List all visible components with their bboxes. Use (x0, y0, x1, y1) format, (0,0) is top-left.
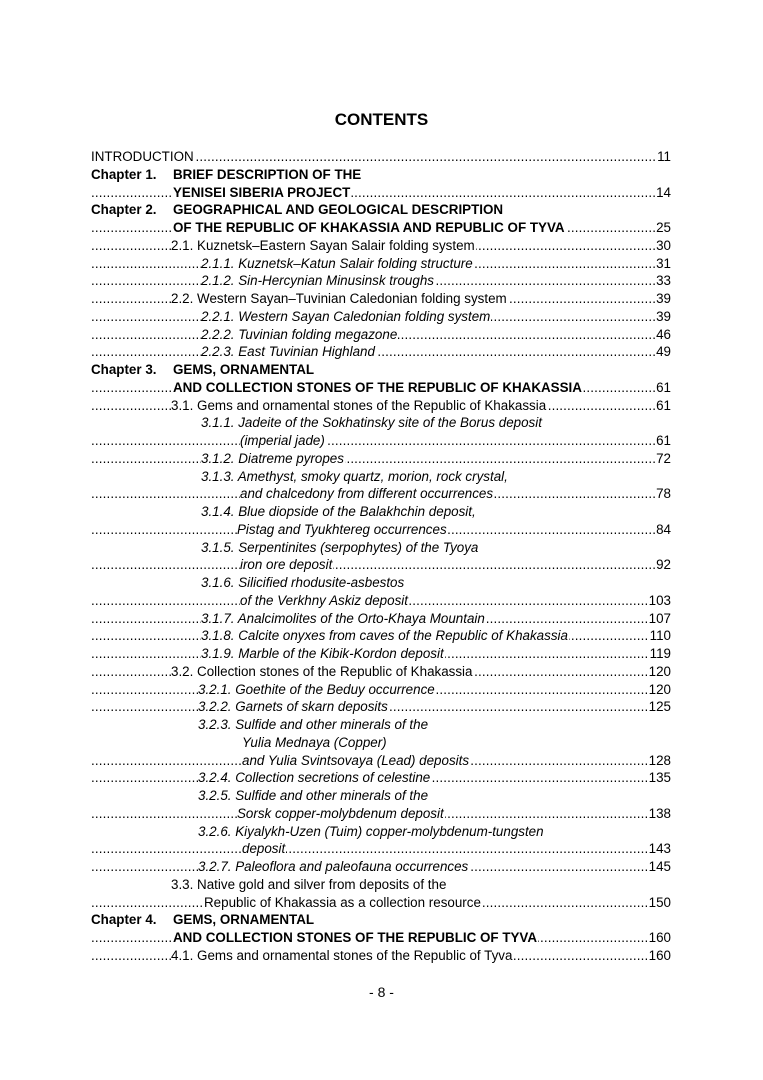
entry-text: ..... 2.2. Western Sayan–Tuvinian Caledonian folding system (171, 291, 507, 306)
toc-entry-subsection-3-1-3[interactable] (91, 468, 671, 486)
page-number: 135 (648, 770, 671, 786)
toc-entry-chapter-4[interactable] (91, 911, 671, 929)
entry-text: ..... Pistag and Tyukhtereg occurrences (237, 521, 447, 537)
page-number: 33 (656, 273, 671, 289)
page-number: 143 (648, 841, 671, 857)
toc-entry-section-3-3[interactable] (91, 876, 671, 894)
page-number: 128 (648, 752, 671, 768)
entry-text: 3.2.3. Sulfide and other minerals of the (198, 717, 429, 732)
toc-entry-section-4-1[interactable] (91, 947, 671, 965)
page-number: 145 (648, 859, 671, 874)
entry-text: ..... 3.2.1. Goethite of the Beduy occurrence (198, 681, 435, 697)
entry-text: ..... 2.2.2. Tuvinian folding megazone (201, 326, 398, 342)
page-number: 30 (656, 237, 671, 253)
entry-text: ..... of the Verkhny Askiz deposit (240, 592, 408, 608)
page-number: 78 (656, 486, 671, 502)
entry-text: 3.3. Native gold and silver from deposits of the (171, 876, 447, 892)
page-number: 39 (656, 291, 671, 306)
toc-entry-section-2-1[interactable] (91, 237, 671, 255)
entry-text: ..... Sorsk copper-molybdenum deposit (237, 805, 444, 821)
page-number: 120 (648, 681, 671, 697)
page-number: 49 (656, 344, 671, 360)
entry-text: ..... and Yulia Svintsovaya (Lead) deposits (242, 752, 470, 768)
toc-entry-chapter-3-cont[interactable] (91, 379, 671, 397)
toc-entry-chapter-4-cont[interactable] (91, 929, 671, 947)
toc-entry-subsection-3-2-6-cont[interactable] (91, 840, 671, 858)
toc-entry-subsection-3-1-7[interactable] (91, 610, 671, 628)
entry-text: ..... INTRODUCTION (91, 149, 194, 164)
page-number: 92 (656, 557, 671, 573)
toc-entry-introduction[interactable] (91, 148, 671, 166)
entry-text: ..... 3.2.7. Paleoflora and paleofauna occurrences (198, 859, 469, 874)
page-number: 160 (648, 930, 671, 945)
page-number: 120 (648, 663, 671, 679)
entry-text: 3.2.6. Kiyalykh-Uzen (Tuim) copper-molybdenum-tungsten (198, 823, 544, 839)
entry-text: 3.1.1. Jadeite of the Sokhatinsky site of the Borus deposit (201, 415, 542, 431)
entry-text: ..... deposit (242, 841, 286, 857)
toc-entry-subsection-2-2-1[interactable] (91, 308, 671, 326)
toc-entry-chapter-1-cont[interactable] (91, 184, 671, 202)
entry-text: ..... AND COLLECTION STONES OF THE REPUBLIC OF TYVA (173, 930, 538, 945)
entry-text: 3.2.5. Sulfide and other minerals of the (198, 788, 429, 803)
entry-text: GEOGRAPHICAL AND GEOLOGICAL DESCRIPTION (173, 202, 504, 218)
entry-text: ..... 3.1. Gems and ornamental stones of the Republic of Khakassia (171, 397, 547, 413)
entry-text: ..... 4.1. Gems and ornamental stones of the Republic of Tyva (171, 947, 513, 963)
entry-text: ..... and chalcedony from different occurrences (240, 486, 494, 502)
entry-text: ..... AND COLLECTION STONES OF THE REPUBLIC OF KHAKASSIA (173, 379, 582, 395)
page-footer-number: - 8 - (369, 984, 394, 1000)
entry-text: 3.1.6. Silicified rhodusite-asbestos (201, 575, 405, 590)
toc-entry-subsection-3-2-7[interactable] (91, 858, 671, 876)
toc-entry-subsection-2-1-2[interactable] (91, 272, 671, 290)
toc-entry-subsection-3-2-4[interactable] (91, 769, 671, 787)
page-number: 14 (656, 184, 671, 200)
chapter-label: Chapter 4. (91, 912, 157, 928)
toc-entry-subsection-2-1-1[interactable] (91, 255, 671, 273)
toc-entry-subsection-3-1-6-cont[interactable] (91, 592, 671, 610)
page-number: 25 (656, 220, 671, 235)
entry-text: ..... 2.1.2. Sin-Hercynian Minusinsk troughs (201, 273, 434, 289)
entry-text: ..... OF THE REPUBLIC OF KHAKASSIA AND REPUBLIC OF TYVA (173, 220, 565, 235)
chapter-label: Chapter 2. (91, 202, 157, 218)
page-number: 138 (648, 805, 671, 821)
toc-entry-subsection-3-2-5-cont[interactable] (91, 805, 671, 823)
toc-entry-subsection-3-2-5[interactable] (91, 787, 671, 805)
toc-entry-subsection-3-1-1[interactable] (91, 414, 671, 432)
toc-entry-chapter-2[interactable] (91, 201, 671, 219)
entry-text: ..... 3.1.7. Analcimolites of the Orto-Khaya Mountain (201, 610, 485, 626)
contents-title: CONTENTS (334, 110, 429, 129)
page-number: 61 (656, 397, 671, 413)
toc-entry-subsection-2-2-3[interactable] (91, 343, 671, 361)
entry-text: ..... 3.1.9. Marble of the Kibik-Kordon deposit (201, 646, 444, 661)
chapter-label: Chapter 1. (91, 166, 157, 182)
page-number: 110 (649, 628, 671, 644)
page-number: 150 (648, 894, 671, 910)
toc-entry-subsection-3-1-4[interactable] (91, 503, 671, 521)
table-of-contents (91, 148, 671, 965)
entry-text: ..... 3.1.2. Diatreme pyropes (201, 450, 344, 466)
page-number: 31 (656, 255, 671, 271)
toc-entry-subsection-2-2-2[interactable] (91, 326, 671, 344)
toc-entry-subsection-3-1-4-cont[interactable] (91, 521, 671, 539)
entry-text: 3.1.3. Amethyst, smoky quartz, morion, rock crystal, (201, 468, 508, 484)
page-number: 72 (656, 450, 671, 466)
toc-entry-subsection-3-1-9[interactable] (91, 645, 671, 663)
entry-text: ..... 3.2. Collection stones of the Republic of Khakassia (171, 663, 473, 679)
toc-entry-subsection-3-1-6[interactable] (91, 574, 671, 592)
toc-entry-subsection-3-2-2[interactable] (91, 698, 671, 716)
entry-text: BRIEF DESCRIPTION OF THE (173, 166, 362, 182)
toc-entry-subsection-3-2-3[interactable] (91, 716, 671, 734)
page-number: 46 (656, 326, 671, 342)
toc-entry-section-3-1[interactable] (91, 397, 671, 415)
entry-text: 3.1.5. Serpentinites (serpophytes) of the Tyoya (201, 539, 479, 555)
entry-text: ..... 3.2.4. Collection secretions of celestine (198, 770, 431, 786)
toc-entry-subsection-3-2-3-cont2[interactable] (91, 752, 671, 770)
toc-entry-section-3-3-cont[interactable] (91, 894, 671, 912)
entry-text: ..... 2.2.3. East Tuvinian Highland (201, 344, 375, 360)
toc-entry-subsection-3-1-1-cont[interactable] (91, 432, 671, 450)
toc-entry-section-2-2[interactable] (91, 290, 671, 308)
page-number: 160 (648, 947, 671, 963)
toc-entry-chapter-3[interactable] (91, 361, 671, 379)
page-number: 107 (648, 610, 671, 626)
entry-text: ..... 2.2.1. Western Sayan Caledonian folding system (201, 308, 491, 324)
toc-entry-subsection-3-2-6[interactable] (91, 823, 671, 841)
entry-text: GEMS, ORNAMENTAL (173, 362, 315, 377)
chapter-label: Chapter 3. (91, 362, 157, 377)
toc-entry-subsection-3-2-1[interactable] (91, 681, 671, 699)
toc-entry-subsection-3-1-2[interactable] (91, 450, 671, 468)
toc-entry-chapter-1[interactable] (91, 166, 671, 184)
entry-text: GEMS, ORNAMENTAL (173, 912, 315, 928)
page-number: 125 (648, 699, 671, 715)
entry-text: ..... 2.1. Kuznetsk–Eastern Sayan Salair folding system (171, 237, 475, 253)
toc-entry-chapter-2-cont[interactable] (91, 219, 671, 237)
page-number: 84 (656, 521, 671, 537)
toc-entry-section-3-2[interactable] (91, 663, 671, 681)
toc-entry-subsection-3-1-3-cont[interactable] (91, 485, 671, 503)
page-number: 61 (656, 433, 671, 448)
entry-text: 3.1.4. Blue diopside of the Balakhchin deposit, (201, 504, 476, 519)
entry-text: ..... 3.2.2. Garnets of skarn deposits (198, 699, 388, 715)
entry-text: ..... iron ore deposit (240, 557, 333, 573)
page-number: 61 (656, 379, 671, 395)
toc-entry-subsection-3-1-8[interactable] (91, 627, 671, 645)
page-number: 11 (657, 149, 671, 164)
page-number: 103 (648, 592, 671, 608)
entry-text: ..... YENISEI SIBERIA PROJECT (173, 184, 351, 200)
entry-text: ..... 3.1.8. Calcite onyxes from caves of the Republic of Khakassia (201, 628, 568, 644)
toc-entry-subsection-3-1-5[interactable] (91, 539, 671, 557)
entry-text: Yulia Mednaya (Copper) (242, 734, 387, 750)
page-number: 39 (656, 308, 671, 324)
entry-text: ..... 2.1.1. Kuznetsk–Katun Salair folding structure (201, 255, 473, 271)
page-number: 119 (649, 646, 671, 661)
toc-entry-subsection-3-1-5-cont[interactable] (91, 556, 671, 574)
entry-text: ..... Republic of Khakassia as a collection resource (204, 894, 481, 910)
entry-text: ..... (imperial jade) (240, 433, 325, 448)
toc-entry-subsection-3-2-3-cont[interactable] (91, 734, 671, 752)
